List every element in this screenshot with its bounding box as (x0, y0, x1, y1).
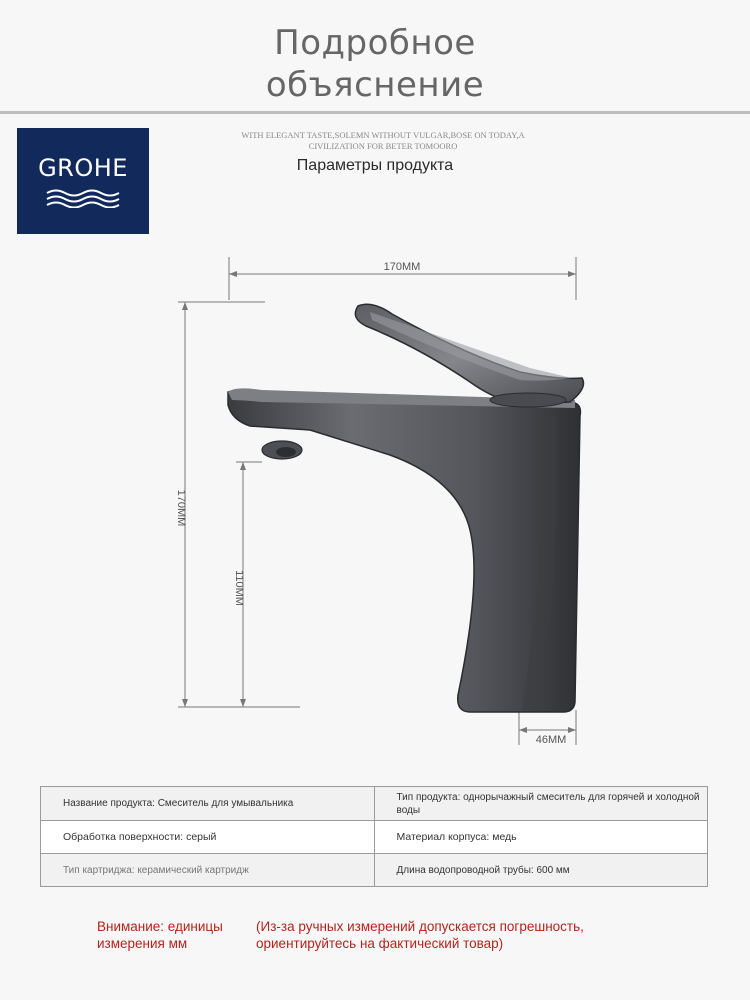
dimension-label-spout-height: 110MM (233, 570, 245, 606)
faucet-illustration (228, 304, 584, 712)
motto-line-2: CIVILIZATION FOR BETER TOMOORO (308, 141, 458, 151)
dimension-label-base-width: 46MM (535, 734, 567, 746)
motto-line-1: WITH ELEGANT TASTE,SOLEMN WITHOUT VULGAR,BOSE ON TODAY,A (241, 130, 525, 140)
section-title: Параметры продукта (296, 157, 454, 174)
spec-table (40, 786, 708, 887)
spec-cell: Тип продукта: однорычажный смеситель для горячей и холодной воды (374, 787, 708, 821)
title-divider (0, 111, 750, 114)
brand-logo-text: GROHE (38, 154, 128, 182)
units-notice: Внимание: единицы измерения мм (97, 919, 223, 951)
dimension-base-width (519, 710, 576, 746)
spec-cell: Обработка поверхности: серый (41, 821, 375, 854)
wave-icon (45, 188, 121, 208)
spec-cell: Длина водопроводной трубы: 600 мм (374, 854, 708, 887)
brand-logo (17, 128, 149, 234)
page-title-line-2: объяснение (265, 65, 485, 105)
dimension-spout-height (233, 462, 262, 707)
spec-cell: Материал корпуса: медь (374, 821, 708, 854)
page-title-line-1: Подробное (274, 23, 476, 63)
table-row (41, 787, 708, 821)
dimension-label-total-height: 170MM (175, 489, 187, 527)
measurement-disclaimer: (Из-за ручных измерений допускается погрешность, ориентируйтесь на фактический товар) (256, 919, 584, 951)
table-row (41, 821, 708, 854)
dimension-spout-length (229, 257, 576, 300)
dimension-total-height (175, 302, 300, 707)
brand-motto (228, 130, 538, 152)
dimension-label-spout-length: 170MM (383, 261, 421, 273)
spec-cell: Название продукта: Смеситель для умывальника (41, 787, 375, 821)
table-row (41, 854, 708, 887)
spec-cell: Тип картриджа: керамический картридж (41, 854, 375, 887)
page-title (0, 22, 750, 106)
faucet-dimension-diagram (0, 240, 750, 760)
